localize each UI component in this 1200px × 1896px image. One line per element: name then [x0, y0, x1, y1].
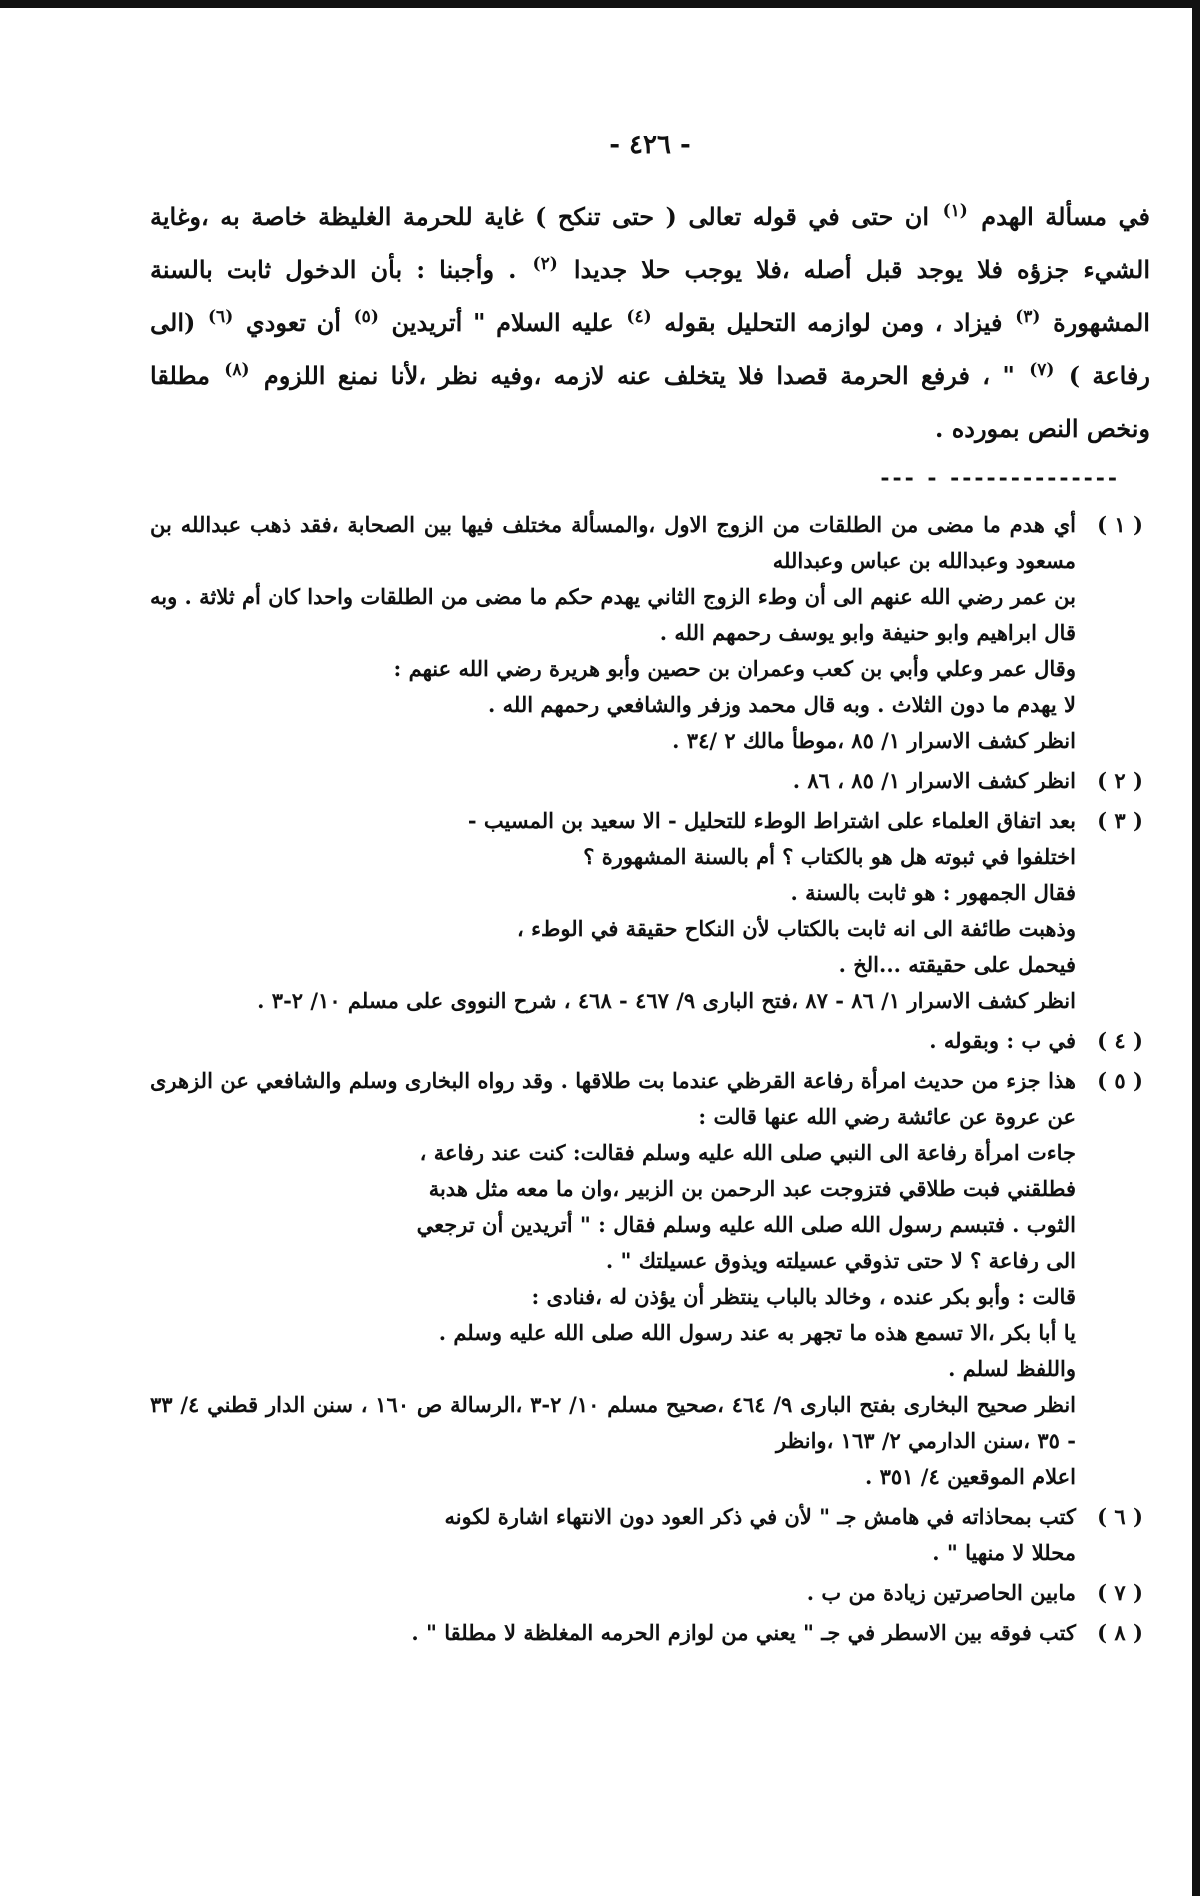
footnote-line: وقال عمر وعلي وأبي بن كعب وعمران بن حصين وأبو هريرة رضي الله عنهم : [393, 656, 1076, 681]
footnote-number: ( ٢ ) [1097, 768, 1143, 793]
footnote-ref-6[interactable]: (٦) [208, 307, 234, 327]
scan-border-top [0, 0, 1200, 8]
main-text [150, 190, 1150, 455]
footnote-number: ( ٣ ) [1097, 808, 1143, 833]
footnote-line: لا يهدم ما دون الثلاث . وبه قال محمد وزفر والشافعي رحمهم الله . [488, 692, 1076, 717]
footnote-line: بعد اتفاق العلماء على اشتراط الوطء للتحليل - الا سعيد بن المسيب - [467, 808, 1076, 833]
footnote-ref-4[interactable]: (٤) [626, 307, 652, 327]
footnote-line: بن عمر رضي الله عنهم الى أن وطء الزوج الثاني يهدم حكم ما مضى من الطلقات واحدا كان أم ثلاثة . وبه قال ابراهيم وابو حنيفة وابو يوسف رحمهم الله . [150, 584, 1076, 645]
footnote-number: ( ٨ ) [1097, 1620, 1143, 1645]
footnote-line: انظر صحيح البخارى بفتح البارى ٩/ ٤٦٤ ،صحيح مسلم ١٠/ ٢-٣ ،الرسالة ص ١٦٠ ، سنن الدار قطني ٤/ ٣٣ - ٣٥ ،سنن الدارمي ٢/ ١٦٣ ،وانظر [150, 1392, 1077, 1453]
footnotes [150, 507, 1150, 1651]
footnote-7 [150, 1575, 1150, 1611]
footnote-8 [150, 1615, 1150, 1651]
footnote-line: اعلام الموقعين ٤/ ٣٥١ . [865, 1464, 1076, 1489]
footnote-line: فيحمل على حقيقته ...الخ . [838, 952, 1076, 977]
footnote-line: هذا جزء من حديث امرأة رفاعة القرظي عندما بت طلاقها . وقد رواه البخارى وسلم والشافعي عن الزهرى عن عروة عن عائشة رضي الله عنها قالت : [150, 1068, 1076, 1129]
footnote-line: كتب بمحاذاته في هامش جـ " لأن في ذكر العود دون الانتهاء اشارة لكونه [444, 1504, 1076, 1529]
footnote-number: ( ٦ ) [1097, 1504, 1143, 1529]
footnote-line: أي هدم ما مضى من الطلقات من الزوج الاول ،والمسألة مختلف فيها بين الصحابة ،فقد ذهب عبدالله بن مسعود وعبدالله بن عباس وعبدالله [150, 512, 1076, 573]
footnote-line: محللا لا منهيا " . [932, 1540, 1076, 1565]
footnote-line: كتب فوقه بين الاسطر في جـ " يعني من لوازم الحرمه المغلظة لا مطلقا " . [411, 1620, 1076, 1645]
footnote-line: قالت : وأبو بكر عنده ، وخالد بالباب ينتظر أن يؤذن له ،فنادى : [531, 1284, 1076, 1309]
footnote-line: يا أبا بكر ،الا تسمع هذه ما تجهر به عند رسول الله صلى الله عليه وسلم . [438, 1320, 1076, 1345]
footnote-line: انظر كشف الاسرار ١/ ٨٥ ، ٨٦ . [792, 768, 1076, 793]
footnote-line: واللفظ لسلم . [948, 1356, 1076, 1381]
footnote-line: في ب : وبقوله . [929, 1028, 1076, 1053]
footnote-line: الى رفاعة ؟ لا حتى تذوقي عسيلته ويذوق عسيلتك " . [605, 1248, 1076, 1273]
page-number: - ٤٢٦ - [609, 130, 691, 160]
footnote-1 [150, 507, 1150, 759]
scan-border-right [1192, 0, 1200, 1896]
footnote-6 [150, 1499, 1150, 1571]
footnote-line: الثوب . فتبسم رسول الله صلى الله عليه وسلم فقال : " أتريدين أن ترجعي [416, 1212, 1076, 1237]
footnote-4 [150, 1023, 1150, 1059]
footnote-separator: --- - -------------- [880, 465, 1120, 491]
footnote-line: وذهبت طائفة الى انه ثابت بالكتاب لأن النكاح حقيقة في الوطء ، [517, 916, 1076, 941]
main-paragraph: في مسألة الهدم $^{(١)}$ ان حتى في قوله تعالى ( حتى تنكح ) غاية للحرمة الغليظة خاصة به ،وغاية الشيء جزؤه فلا يوجد قبل أصله ،فلا يوجب حلا جديدا $^{(٢)}$ . وأجبنا : بأن الدخول ثابت بالسنة المشهورة $^{(٣)}$ فيزاد ، ومن لوازمه التحليل بقوله $^{(٤)}$ عليه السلام " أتريدين $^{(٥)}$ أن تعودي $^{(٦)}$ (الى رفاعة ) $^{(٧)}$ " ، فرفع الحرمة قصدا فلا يتخلف عنه لازمه ،وفيه نظر ،لأنا نمنع اللزوم $^{(٨)}$ مطلقا ونخص النص بمورده . [150, 201, 1151, 443]
footnote-line: انظر كشف الاسرار ١/ ٨٦ - ٨٧ ،فتح البارى ٩/ ٤٦٧ - ٤٦٨ ، شرح النووى على مسلم ١٠/ ٢-٣ . [257, 988, 1076, 1013]
footnote-ref-2[interactable]: (٢) [532, 254, 558, 274]
footnote-ref-3[interactable]: (٣) [1015, 307, 1041, 327]
footnote-number: ( ٤ ) [1097, 1028, 1143, 1053]
footnote-line: اختلفوا في ثبوته هل هو بالكتاب ؟ أم بالسنة المشهورة ؟ [583, 844, 1076, 869]
footnote-line: مابين الحاصرتين زيادة من ب . [806, 1580, 1076, 1605]
footnote-line: انظر كشف الاسرار ١/ ٨٥ ،موطأ مالك ٢ /٣٤ . [672, 728, 1076, 753]
footnote-ref-5[interactable]: (٥) [353, 307, 379, 327]
footnote-ref-1[interactable]: (١) [942, 201, 968, 221]
footnote-number: ( ٧ ) [1097, 1580, 1143, 1605]
footnote-2 [150, 763, 1150, 799]
footnote-line: جاءت امرأة رفاعة الى النبي صلى الله عليه وسلم فقالت: كنت عند رفاعة ، [419, 1140, 1076, 1165]
footnote-ref-7[interactable]: (٧) [1029, 360, 1055, 380]
footnote-ref-8[interactable]: (٨) [224, 360, 250, 380]
document-page [150, 130, 1150, 1655]
footnote-3 [150, 803, 1150, 1019]
footnote-5 [150, 1063, 1150, 1495]
footnote-line: فقال الجمهور : هو ثابت بالسنة . [790, 880, 1076, 905]
footnote-number: ( ١ ) [1097, 512, 1143, 537]
footnote-line: فطلقني فبت طلاقي فتزوجت عبد الرحمن بن الزبير ،وان ما معه مثل هدبة [428, 1176, 1076, 1201]
footnote-number: ( ٥ ) [1097, 1068, 1143, 1093]
